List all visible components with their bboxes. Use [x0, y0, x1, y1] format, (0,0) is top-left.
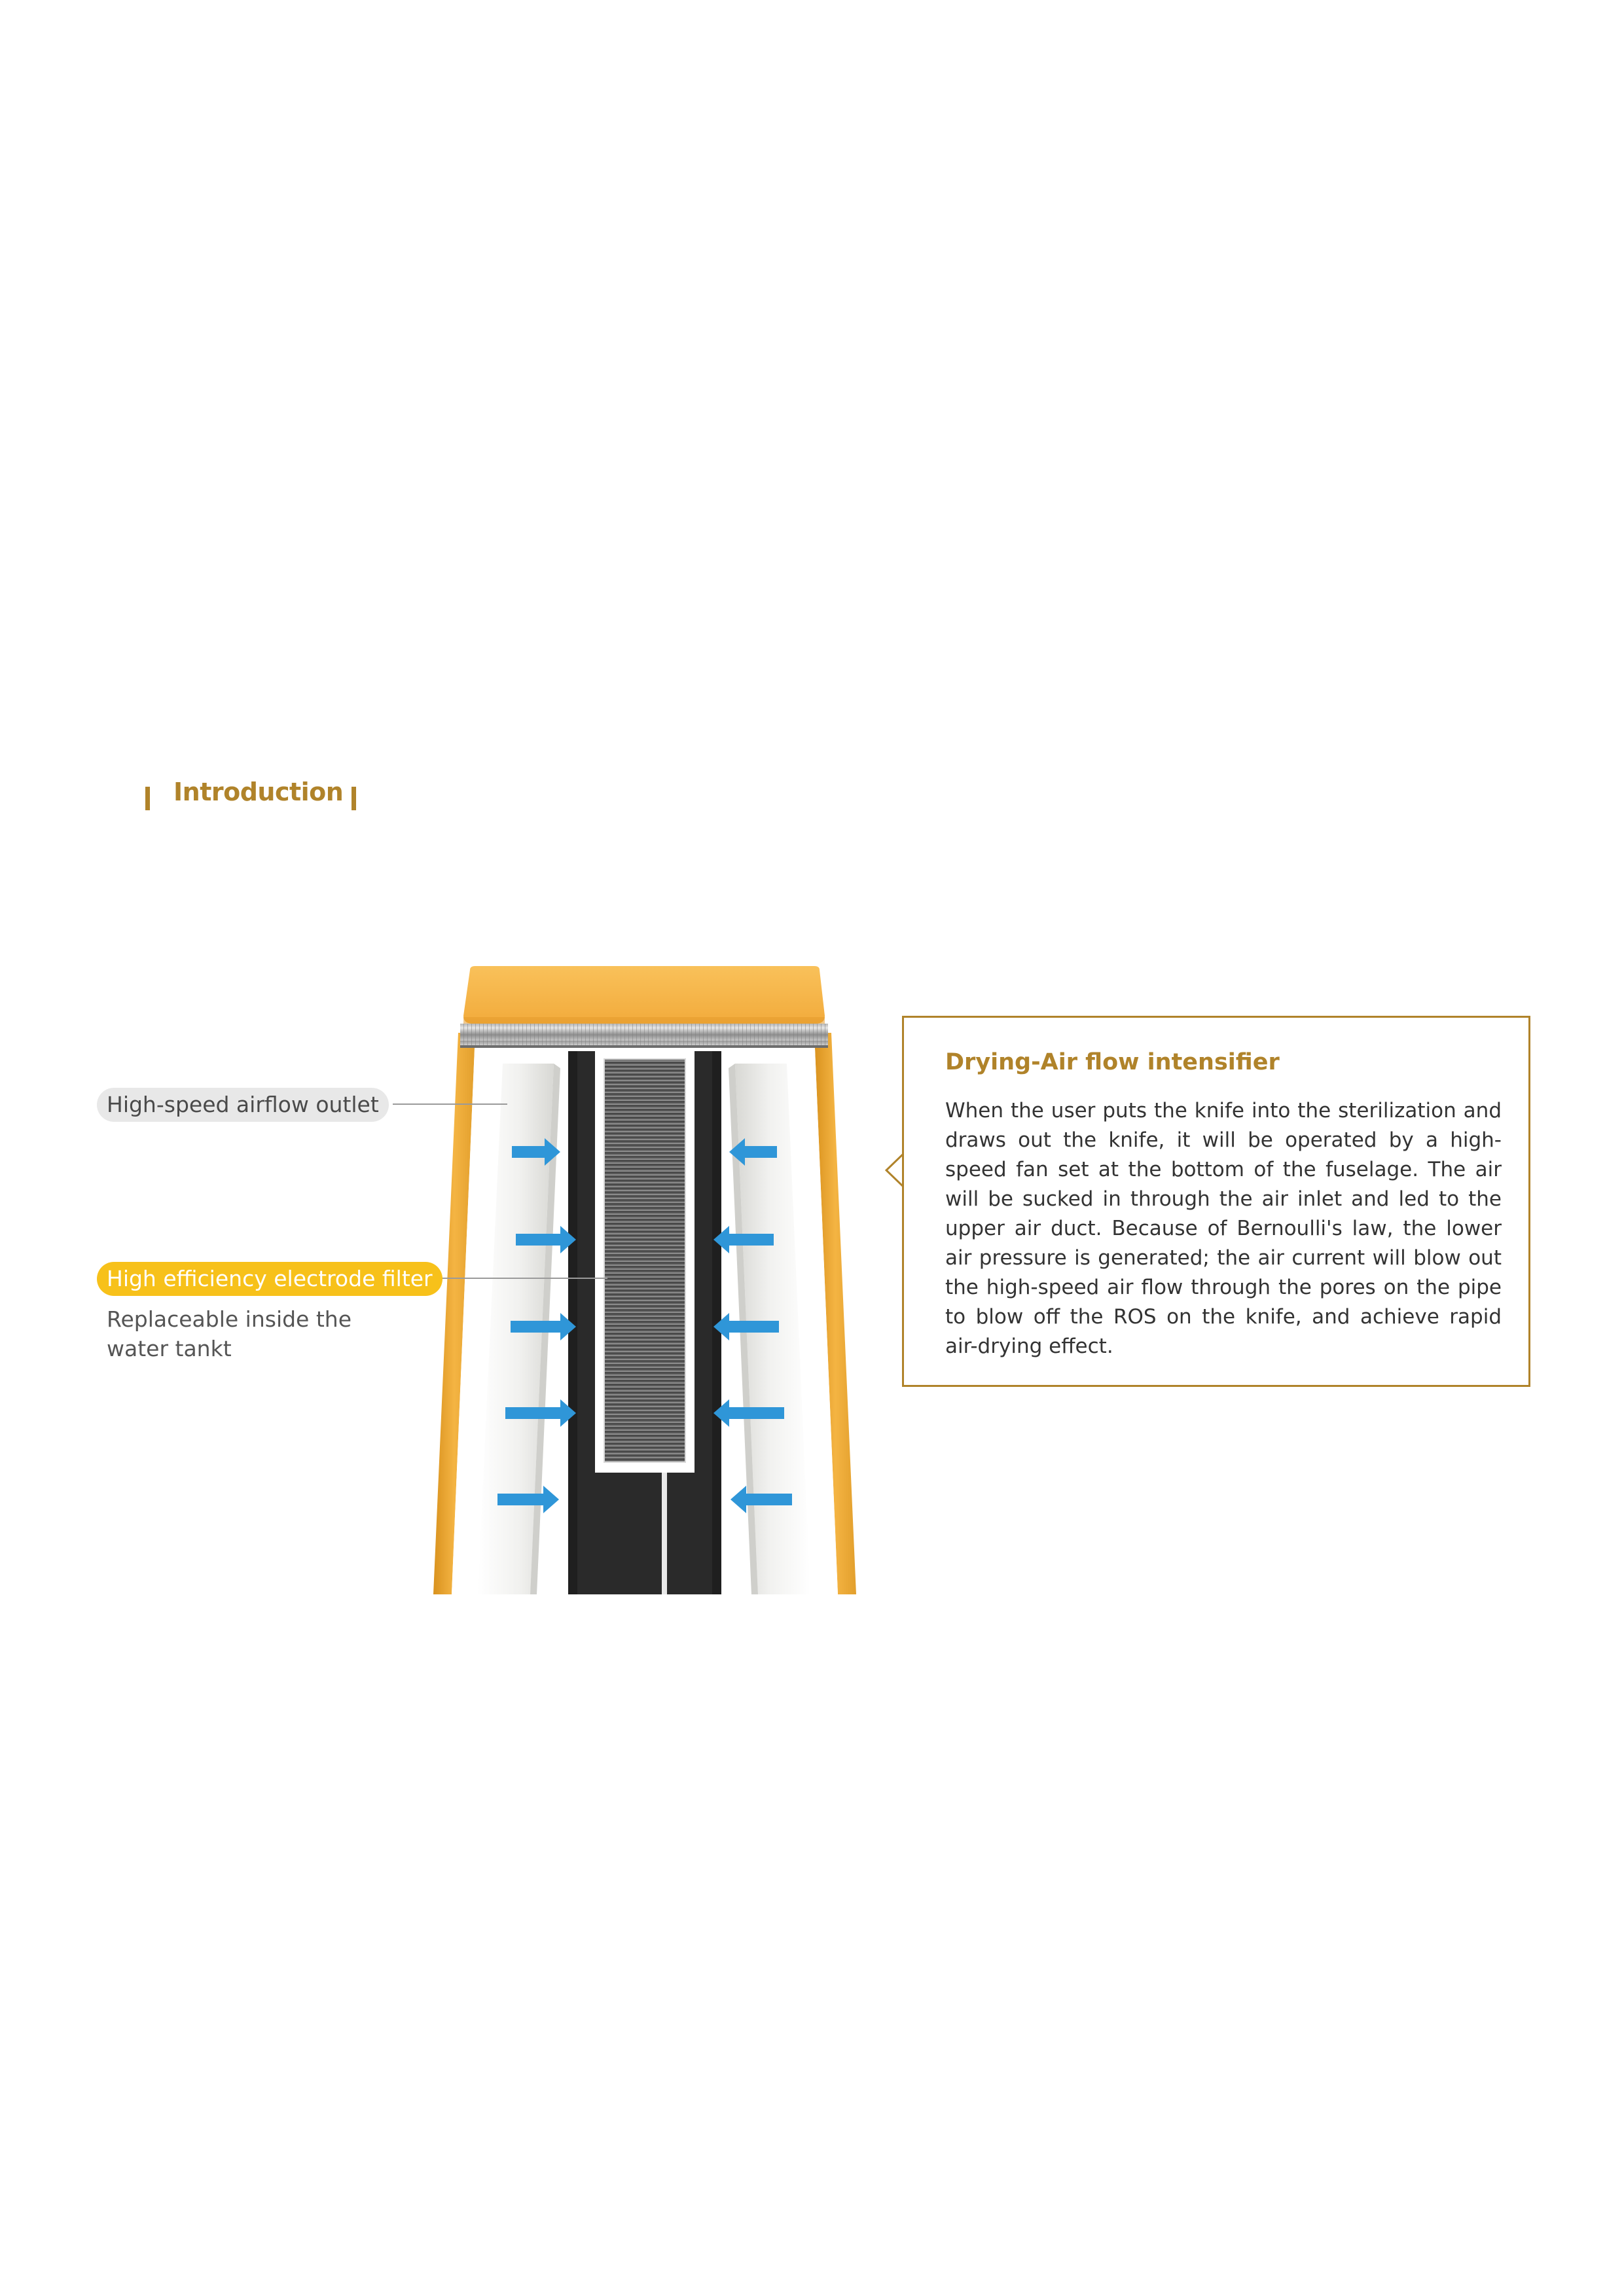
info-box-body: When the user puts the knife into the sterilization and draws out the knife, it will be operated by a high-speed fan set at the bottom of the fuselage. The air will be sucked in through the air inlet and led to the upper air duct. Because of Bernoulli's law, the lower air pressure is generated; the air current will blow out the high-speed air flow through the pores on the pipe to blow off the ROS on the knife, and achieve rapid air-drying effect. — [945, 1099, 1502, 1358]
electrode-filter-label: High efficiency electrode filter — [97, 1262, 442, 1296]
info-box — [902, 1016, 1530, 1387]
left-air-duct — [478, 1064, 554, 1594]
arrow-icon — [497, 1138, 576, 1513]
electrode-filter-frame — [595, 1050, 695, 1473]
info-box-title: Drying-Air flow intensifier — [945, 1049, 1280, 1075]
section-title: Introduction — [173, 778, 344, 806]
filter-note: Replaceable inside the water tankt — [107, 1306, 352, 1361]
arrow-icon — [713, 1138, 792, 1513]
top-cap — [463, 966, 825, 1024]
electrode-filter-core — [604, 1059, 685, 1462]
top-ring — [460, 1024, 828, 1047]
outer-shell-right — [814, 1033, 856, 1594]
header-bar-right — [352, 787, 356, 810]
knife-rod — [662, 1473, 667, 1594]
right-air-duct — [735, 1064, 810, 1594]
airflow-outlet-label: High-speed airflow outlet — [97, 1088, 389, 1122]
outer-shell-left — [433, 1033, 475, 1594]
dark-core — [568, 1051, 721, 1594]
header-bar-left — [145, 787, 150, 810]
